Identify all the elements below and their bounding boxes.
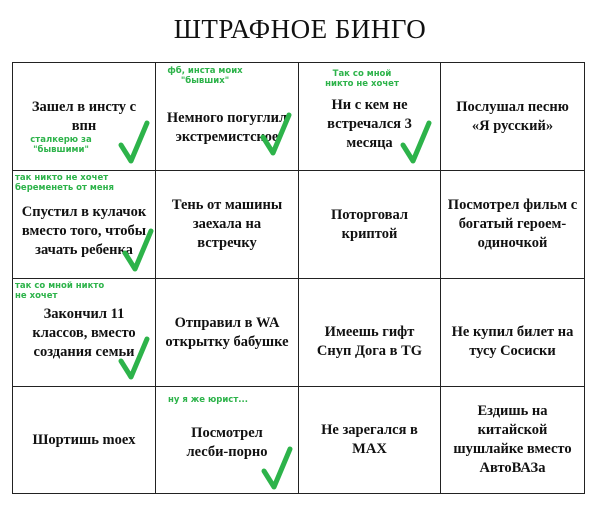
- bingo-cell-no-dating[interactable]: [299, 63, 441, 171]
- bingo-cell-lesbian-porn[interactable]: [156, 387, 299, 493]
- bingo-cell-song-russian[interactable]: [441, 63, 584, 171]
- cell-text: Зашел в инсту с впн: [31, 98, 137, 134]
- handwritten-note: Так со мной никто не хочет: [325, 69, 399, 89]
- checkmark-icon: [117, 119, 151, 165]
- handwritten-note: так никто не хочет беременеть от меня: [15, 173, 114, 193]
- checkmark-icon: [117, 335, 151, 381]
- cell-text: Послушал песню «Я русский»: [456, 98, 569, 134]
- cell-text: Шортишь moex: [32, 431, 136, 448]
- bingo-cell-car-shadow[interactable]: [156, 171, 299, 279]
- checkmark-icon: [260, 445, 294, 491]
- cell-text: Ездишь на китайской шушлайке вместо АвтоВАЗа: [453, 403, 572, 476]
- bingo-grid: [12, 62, 585, 494]
- handwritten-note: ну я же юрист...: [168, 395, 248, 405]
- cell-text: Посмотрел лесби-порно: [186, 425, 268, 460]
- bingo-cell-googled-extremist[interactable]: [156, 63, 299, 171]
- bingo-cell-chinese-car[interactable]: [441, 387, 584, 493]
- bingo-cell-instead-of-child[interactable]: [13, 171, 156, 279]
- cell-text: Поторговал криптой: [330, 206, 409, 242]
- checkmark-icon: [121, 227, 155, 273]
- handwritten-note: сталкерю за "бывшими": [30, 135, 92, 155]
- cell-text: Посмотрел фильм с богатый героем-одиночкой: [447, 197, 578, 251]
- cell-text: Не купил билет на тусу Сосиски: [451, 323, 574, 359]
- bingo-cell-party-ticket[interactable]: [441, 279, 584, 387]
- handwritten-note: так со мной никто не хочет: [15, 281, 105, 301]
- checkmark-icon: [259, 111, 293, 157]
- cell-text: Спустил в кулачок вместо того, чтобы зачать ребенка: [21, 204, 147, 258]
- cell-text: Тень от машины заехала на встречку: [171, 197, 283, 251]
- bingo-cell-crypto[interactable]: [299, 171, 441, 279]
- cell-text: Немного погуглил экстремистское: [166, 109, 288, 145]
- cell-text: Отправил в WA открытку бабушке: [165, 314, 289, 350]
- bingo-cell-instagram-vpn[interactable]: [13, 63, 156, 171]
- cell-text: Не зарегался в MAX: [321, 422, 418, 457]
- bingo-cell-no-max[interactable]: [299, 387, 441, 493]
- bingo-cell-lonely-hero-film[interactable]: [441, 171, 584, 279]
- checkmark-icon: [399, 119, 433, 165]
- bingo-cell-wa-postcard[interactable]: [156, 279, 299, 387]
- bingo-cell-finished-school[interactable]: [13, 279, 156, 387]
- bingo-cell-snoop-gift[interactable]: [299, 279, 441, 387]
- cell-text: Ни с кем не встречался 3 месяца: [327, 97, 412, 151]
- bingo-cell-short-moex[interactable]: [13, 387, 156, 493]
- cell-text: Имеешь гифт Снуп Дога в TG: [316, 323, 423, 359]
- handwritten-note: фб, инста моих "бывших": [167, 66, 243, 86]
- page-title: ШТРАФНОЕ БИНГО: [173, 14, 427, 44]
- cell-text: Закончил 11 классов, вместо создания семьи: [32, 306, 136, 360]
